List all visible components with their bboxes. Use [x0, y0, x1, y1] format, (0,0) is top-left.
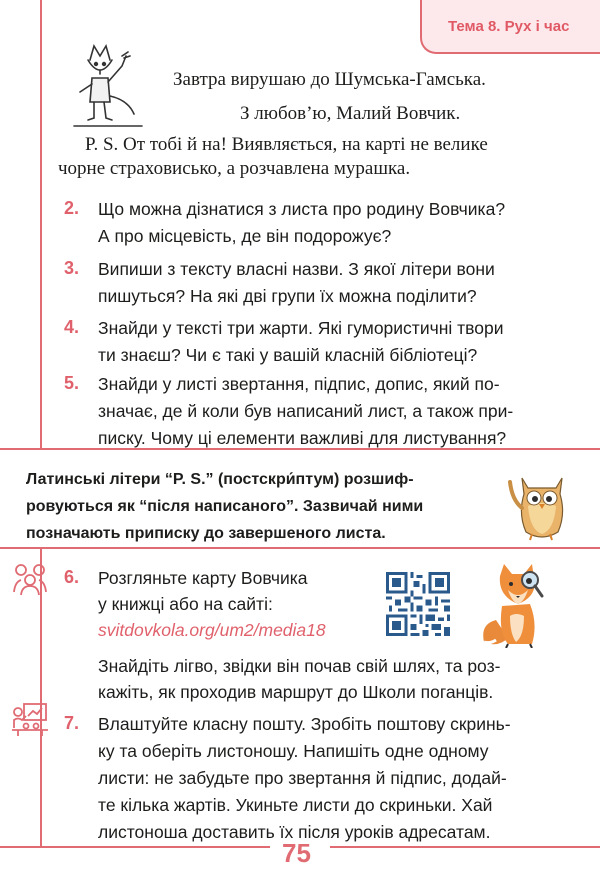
task-4-line-1: Знайди у тексті три жарти. Які гумористичні твори — [98, 318, 504, 338]
task-4-text — [98, 315, 504, 369]
left-margin-line — [40, 0, 42, 448]
task-7-line-5: листоноша доставить їх після уроків адресатам. — [98, 822, 491, 842]
topic-title: Тема 8. Рух і час — [448, 18, 570, 35]
task-5-number: 5. — [64, 373, 80, 393]
task-7-line-1: Влаштуйте класну пошту. Зробіть поштову скринь- — [98, 714, 511, 734]
footer-line-left — [0, 846, 270, 848]
ps-note-line-2: ровуються як “після написаного”. Зазвичай ними — [26, 498, 424, 515]
task-6-line-5: кажіть, як проходив маршрут до Школи поганців. — [98, 682, 494, 702]
letter-ps-line-1: P. S. От тобі й на! Виявляється, на карті не велике — [85, 134, 488, 155]
task-2-text — [98, 196, 505, 250]
task-3-text — [98, 256, 495, 310]
task-2-line-2: А про місцевість, де він подорожує? — [98, 226, 392, 246]
task-3-line-1: Випиши з тексту власні назви. З якої літери вони — [98, 259, 495, 279]
task-5-text — [98, 371, 513, 452]
ps-note — [26, 466, 496, 547]
note-bottom-line — [0, 547, 600, 549]
task-7-text — [98, 711, 511, 846]
footer-line-right — [330, 846, 600, 848]
presentation-icon — [12, 702, 48, 738]
qr-code[interactable] — [386, 572, 450, 636]
task-5-line-1: Знайди у листі звертання, підпис, допис, який по- — [98, 374, 500, 394]
page-number: 75 — [282, 838, 311, 868]
task-4-number: 4. — [64, 317, 80, 337]
task-5-line-2: значає, де й коли був написаний лист, а також при- — [98, 401, 514, 421]
ps-note-line-3: позначають приписку до завершеного листа. — [26, 525, 386, 542]
task-5-line-3: писку. Чому ці елементи важливі для листування? — [98, 428, 507, 448]
task-6-line-1: Розгляньте карту Вовчика — [98, 568, 308, 588]
task-6-link[interactable]: svitdovkola.org/um2/media18 — [98, 620, 326, 640]
fox-illustration — [478, 562, 558, 648]
task-6-number: 6. — [64, 567, 80, 587]
task-3-line-2: пишуться? На які дві групи їх можна поділити? — [98, 286, 477, 306]
owl-illustration — [508, 470, 578, 542]
task-6-line-2: у книжці або на сайті: — [98, 594, 273, 614]
task-7-number: 7. — [64, 713, 80, 733]
task-2-line-1: Що можна дізнатися з листа про родину Вовчика? — [98, 199, 506, 219]
task-7-line-4: те кілька жартів. Укиньте листи до скриньки. Хай — [98, 795, 493, 815]
ps-note-line-1: Латинські літери “P. S.” (постскри́птум) розшиф- — [26, 471, 414, 488]
task-4-line-2: ти знаєш? Чи є такі у вашій класній бібліотеці? — [98, 345, 478, 365]
task-6-line-4: Знайдіть лігво, звідки він почав свій шлях, та роз- — [98, 656, 501, 676]
group-work-icon — [12, 562, 48, 596]
wolf-illustration — [72, 40, 144, 130]
task-7-line-2: ку та оберіть листоношу. Напишіть одне одному — [98, 741, 489, 761]
task-7-line-3: листи: не забудьте про звертання й підпис, додай- — [98, 768, 507, 788]
letter-line-1: Завтра вирушаю до Шумська-Гамська. — [173, 69, 486, 90]
task-3-number: 3. — [64, 258, 80, 278]
letter-ps-line-2: чорне страховисько, а розчавлена мурашка. — [58, 158, 411, 179]
topic-tab — [420, 0, 600, 54]
task-2-number: 2. — [64, 198, 80, 218]
letter-signature: З любов’ю, Малий Вовчик. — [240, 103, 461, 124]
